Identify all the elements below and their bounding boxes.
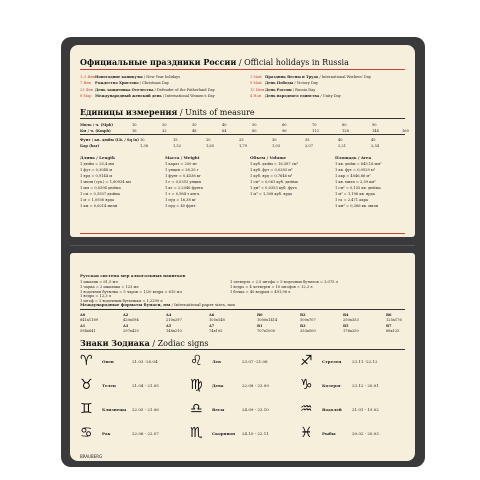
zodiac-icon: ♓ — [300, 425, 313, 441]
zodiac-title-ru: Знаки Зодиака — [80, 338, 150, 348]
units-column-line: 1 см² = 0,155 кв. дюйма — [335, 186, 381, 190]
units-cell: 45 — [371, 138, 376, 142]
holiday-name-ru: День народного единства — [265, 93, 320, 98]
units-cell: 2,21 — [338, 144, 347, 148]
spirits-line: 1 бочка = 40 ведрам = 491,96 л — [230, 289, 291, 294]
spirits-line: 1 штоф = 2 водочным бутылкам = 1,2299 л — [80, 299, 163, 304]
bottom-rule — [80, 233, 405, 234]
paper-title-en: / International paper sizes, mm — [170, 302, 235, 307]
units-cell: 30 — [272, 138, 277, 142]
units-column-title: Масса / Weight — [165, 155, 200, 160]
holiday-name-en: / Christmas Day — [138, 81, 169, 86]
units-column-line: 1 куб. дюйм = 16,387 см³ — [250, 162, 299, 166]
holiday-name-en: / Unity Day — [319, 93, 341, 98]
units-cell: 90 — [372, 123, 377, 127]
paper-format-name: A7 — [209, 324, 215, 328]
units-column-line: 1 см³ = 0,061 куб. дюйма — [250, 180, 298, 184]
page-fold — [70, 245, 415, 246]
units-cell: 96 — [282, 129, 287, 133]
units-column-line: 1 куб. ярд = 0,7646 м³ — [250, 174, 293, 178]
units-cell: 128 — [342, 129, 349, 133]
zodiac-name: Овен — [102, 359, 114, 364]
holidays-title — [80, 57, 349, 67]
units-column-title: Объем / Volume — [250, 155, 287, 160]
units-column-line: 1 дм³ = 0,0353 куб. фута — [250, 186, 297, 190]
units-column-line: 1 карат = 200 мг — [165, 162, 198, 166]
zodiac-name: Весы — [212, 407, 225, 412]
units-cell: 20 — [206, 138, 211, 142]
spirits-line: 1 водочная бутылка = 5 чарок = 1/20 ведра = 615 мл — [80, 289, 182, 294]
zodiac-dates: 21.03 -20.04 — [132, 359, 158, 364]
units-cell: 20 — [162, 123, 167, 127]
zodiac-name: Рак — [102, 431, 111, 436]
units-row-label: Фунт / кв. дюйм (Lb. / Sq in) — [80, 138, 139, 142]
units-column-line: 1 пуд = 16,38 кг — [165, 198, 197, 202]
holidays-title-en: / Official holidays in Russia — [236, 58, 349, 67]
zodiac-icon: ♋ — [80, 425, 93, 441]
zodiac-icon: ♌ — [190, 353, 203, 369]
units-column-line: 1 миля (сух.) = 1,60934 км — [80, 180, 131, 184]
paper-format-name: B7 — [386, 324, 392, 328]
zodiac-name: Скорпион — [212, 431, 236, 436]
paper-format-name: B1 — [257, 324, 263, 328]
paper-title — [80, 303, 235, 308]
zodiac-dates: 22.05 - 21.06 — [132, 407, 159, 412]
units-column-line: 1 т = 0,984 т англ. — [165, 192, 201, 196]
units-cell: 70 — [312, 123, 317, 127]
paper-format-name: A5 — [166, 324, 172, 328]
spirits-line: 1 шкалик = 61,5 мл — [80, 280, 118, 284]
paper-format-name: A2 — [123, 313, 129, 317]
units-cell: 1,93 — [272, 144, 281, 148]
holiday-name-ru: День Победы — [265, 81, 294, 86]
holiday-date: 23 Фев — [80, 87, 93, 92]
units-column-line: 1 акр = 4046,86 м² — [335, 174, 371, 178]
units-rule — [80, 118, 405, 119]
zodiac-dates: 22.08 - 23.09 — [242, 383, 269, 388]
units-column-line: 1 см = 0,3937 дюйма — [80, 192, 120, 196]
units-cell: 60 — [282, 123, 287, 127]
holiday-name-en: / New Year holidays — [142, 75, 181, 79]
units-title-ru: Единицы измерения — [80, 107, 178, 117]
zodiac-icon: ♈ — [80, 353, 93, 369]
paper-title-ru: Международные форматы бумаги, мм — [80, 302, 171, 307]
units-column-line: 1 кв. фут = 0,0929 м² — [335, 168, 376, 172]
spirits-line: 1 ведро = 12,3 л — [80, 294, 111, 299]
brand-logo: BRAUBERG — [80, 454, 103, 459]
units-cell: 50 — [252, 123, 257, 127]
paper-format-name: B4 — [343, 313, 349, 317]
units-row-label: Миль / ч. (Mph) — [80, 123, 114, 127]
zodiac-dates: 23.07 -21.08 — [242, 359, 268, 364]
units-title — [80, 107, 255, 117]
paper-format-name: A0 — [80, 313, 86, 317]
units-column-title: Длина / Length — [80, 155, 115, 160]
paper-format-size: 707x1000 — [257, 329, 276, 333]
holiday-row — [80, 75, 180, 79]
zodiac-icon: ♎ — [190, 401, 203, 417]
paper-format-size: 88x125 — [386, 329, 400, 333]
holiday-name-ru: Новогодние каникулы — [95, 75, 143, 79]
holiday-row — [80, 81, 169, 85]
units-cell: 1,79 — [239, 144, 248, 148]
paper-rule — [80, 309, 405, 310]
holiday-row — [250, 75, 371, 79]
paper-format-size: 297x420 — [123, 329, 139, 333]
units-column-line: 1 кв. миля = 2,59 км² — [335, 180, 376, 184]
holiday-name-ru: Праздник Весны и Труда — [265, 75, 319, 79]
zodiac-name: Козерог — [322, 383, 342, 388]
holiday-name-en: / Russia Day — [291, 87, 316, 92]
paper-format-name: B5 — [343, 324, 349, 328]
units-cell: 1,38 — [140, 144, 149, 148]
zodiac-name: Водолей — [322, 407, 342, 412]
paper-format-name: B6 — [386, 313, 392, 317]
zodiac-dates: 24.09 - 23.10 — [242, 407, 269, 412]
units-cell: 160 — [402, 129, 409, 133]
paper-format-size: 594x841 — [80, 329, 96, 333]
paper-format-size: 176x250 — [343, 329, 359, 333]
units-cell: 40 — [338, 138, 343, 142]
zodiac-title-en: / Zodiac signs — [149, 339, 209, 348]
units-row-label: Км / ч. (Kmph) — [80, 129, 111, 133]
holiday-row — [250, 94, 341, 98]
paper-format-name: A4 — [166, 313, 172, 317]
zodiac-icon: ♊ — [80, 401, 93, 417]
units-cell: 15 — [173, 138, 178, 142]
zodiac-name: Дева — [212, 383, 224, 388]
units-cell: 48 — [192, 129, 197, 133]
units-cell: 35 — [305, 138, 310, 142]
zodiac-icon: ♑ — [300, 377, 313, 393]
zodiac-dates: 20.02 - 20.03 — [352, 431, 379, 436]
spirits-line: 1 чарка = 2 шкалика = 123 мл — [80, 284, 139, 289]
units-cell: 2,34 — [371, 144, 380, 148]
units-row-divider — [80, 134, 405, 135]
units-cell: 80 — [342, 123, 347, 127]
paper-format-size: 105x148 — [209, 318, 225, 322]
paper-format-name: A6 — [209, 313, 215, 317]
zodiac-icon: ♍ — [190, 377, 203, 393]
zodiac-name: Рыбы — [322, 431, 336, 436]
zodiac-name: Телец — [102, 383, 116, 388]
paper-format-size: 250x353 — [343, 318, 359, 322]
units-column-line: 1 унция = 28,35 г — [165, 168, 199, 172]
paper-format-name: B3 — [300, 324, 306, 328]
holiday-name-ru: Рождество Христово — [95, 81, 139, 86]
paper-format-size: 420x594 — [123, 318, 139, 322]
units-column-line: 1 м² = 1,196 кв. ярда — [335, 192, 375, 196]
units-cell: 1,65 — [206, 144, 215, 148]
paper-format-size: 353x500 — [300, 329, 316, 333]
zodiac-rule — [80, 349, 405, 350]
units-column-line: 1 га = 2,471 акра — [335, 198, 369, 202]
units-column-line: 1 дюйм = 25,4 мм — [80, 162, 114, 166]
zodiac-dates: 21.01 - 19.02 — [352, 407, 379, 412]
paper-format-name: B2 — [300, 313, 306, 317]
holiday-date: 9 Май — [250, 81, 262, 86]
paper-format-size: 500x707 — [300, 318, 316, 322]
spirits-line: 1 ведро = 4 четверти = 10 штофов = 12,3 л — [230, 284, 313, 289]
zodiac-dates: 23.11 -22.12 — [352, 359, 378, 364]
zodiac-title — [80, 338, 209, 348]
holiday-name-en: / Victory Day — [293, 81, 319, 86]
holiday-row — [250, 81, 318, 85]
zodiac-icon: ♐ — [300, 353, 313, 369]
paper-format-name: B0 — [257, 313, 263, 317]
units-cell: 30 — [192, 123, 197, 127]
holiday-name-ru: День защитника Отечества — [95, 87, 154, 92]
units-cell: 144 — [372, 129, 379, 133]
units-cell: 64 — [222, 129, 227, 133]
paper-format-name: A3 — [123, 324, 129, 328]
units-column-line: 1 км² = 0,386 кв. мили — [335, 204, 379, 208]
units-column-line: 1 м = 1,0936 ярда — [80, 198, 115, 202]
spirits-line: 1 четверть = 2,5 штофа = 5 водочных бутылок = 3,075 л — [230, 280, 338, 284]
zodiac-dates: 21.04 - 21.05 — [132, 383, 159, 388]
zodiac-name: Стрелец — [322, 359, 342, 364]
holidays-title-ru: Официальные праздники России — [80, 57, 237, 67]
units-column-line: 1 фут = 0,3048 м — [80, 168, 113, 172]
units-column-line: 1 г = 0,0353 унции — [165, 180, 201, 184]
paper-format-size: 1000x1414 — [257, 318, 278, 322]
paper-format-size: 74x105 — [209, 329, 223, 333]
holiday-name-en: / International Women's Day — [161, 93, 215, 98]
units-cell: 1,52 — [173, 144, 182, 148]
units-column-line: 1 кв. дюйм = 645,16 мм² — [335, 162, 382, 166]
units-column-line: 1 пуд = 40 фунт — [165, 204, 196, 208]
zodiac-dates: 22.06 - 22.07 — [132, 431, 159, 436]
units-title-en: / Units of measure — [177, 108, 255, 117]
holiday-name-ru: День России — [265, 87, 292, 92]
page-top — [70, 45, 415, 237]
holiday-date: 4 Ноя — [250, 93, 261, 98]
holiday-date: 1–5 Янв — [80, 75, 95, 79]
zodiac-dates: 23.12 - 20.01 — [352, 383, 379, 388]
spirits-title: Русская система мер алкогольных напитков — [80, 273, 186, 278]
units-column-line: 1 фунт = 0,4536 кг — [165, 174, 201, 178]
units-cell: 32 — [162, 129, 167, 133]
units-cell: 80 — [252, 129, 257, 133]
paper-format-size: 210x297 — [166, 318, 182, 322]
holiday-date: 12 Июн — [250, 87, 265, 92]
units-cell: 112 — [312, 129, 319, 133]
page-bottom — [70, 253, 415, 461]
holiday-name-en: / Defender of the Fatherland Day — [153, 87, 215, 92]
units-cell: 25 — [239, 138, 244, 142]
holiday-row — [250, 88, 315, 92]
zodiac-dates: 24.10 - 22.11 — [242, 431, 269, 436]
paper-format-size: 125x176 — [386, 318, 402, 322]
units-column-line: 1 км = 0,6214 мили — [80, 204, 118, 208]
holiday-name-en: / International Workers' Day — [318, 75, 372, 79]
paper-format-name: A1 — [80, 324, 86, 328]
units-column-line: 1 ярд = 0,9144 м — [80, 174, 113, 178]
holiday-row — [80, 94, 215, 98]
zodiac-icon: ♉ — [80, 377, 93, 393]
holiday-date: 8 Мар — [80, 93, 92, 98]
holiday-date: 1 Май — [250, 75, 262, 79]
paper-format-size: 148x210 — [166, 329, 182, 333]
paper-format-size: 841x1189 — [80, 318, 99, 322]
holiday-name-ru: Международный женский день — [95, 93, 162, 98]
holiday-date: 7 Янв — [80, 81, 91, 86]
zodiac-icon: ♏ — [190, 425, 203, 441]
units-column-line: 1 м³ = 1,308 куб. ярда — [250, 192, 293, 196]
units-cell: 2,07 — [305, 144, 314, 148]
units-cell: 16 — [132, 129, 137, 133]
units-row-label: Бар (bar) — [80, 144, 100, 148]
units-column-title: Площадь / Area — [335, 155, 372, 160]
units-cell: 40 — [222, 123, 227, 127]
zodiac-name: Близнецы — [102, 407, 127, 412]
zodiac-icon: ♒ — [300, 401, 313, 417]
units-column-line: 1 куб. фут = 0,0283 м³ — [250, 168, 293, 172]
zodiac-name: Лев — [212, 359, 221, 364]
units-column-line: 1 кг = 2,2046 фунта — [165, 186, 204, 190]
holidays-rule — [80, 69, 405, 70]
units-cell: 10 — [140, 138, 145, 142]
units-cell: 10 — [132, 123, 137, 127]
units-column-line: 1 мм = 0,0394 дюйма — [80, 186, 121, 190]
holiday-row — [80, 88, 215, 92]
